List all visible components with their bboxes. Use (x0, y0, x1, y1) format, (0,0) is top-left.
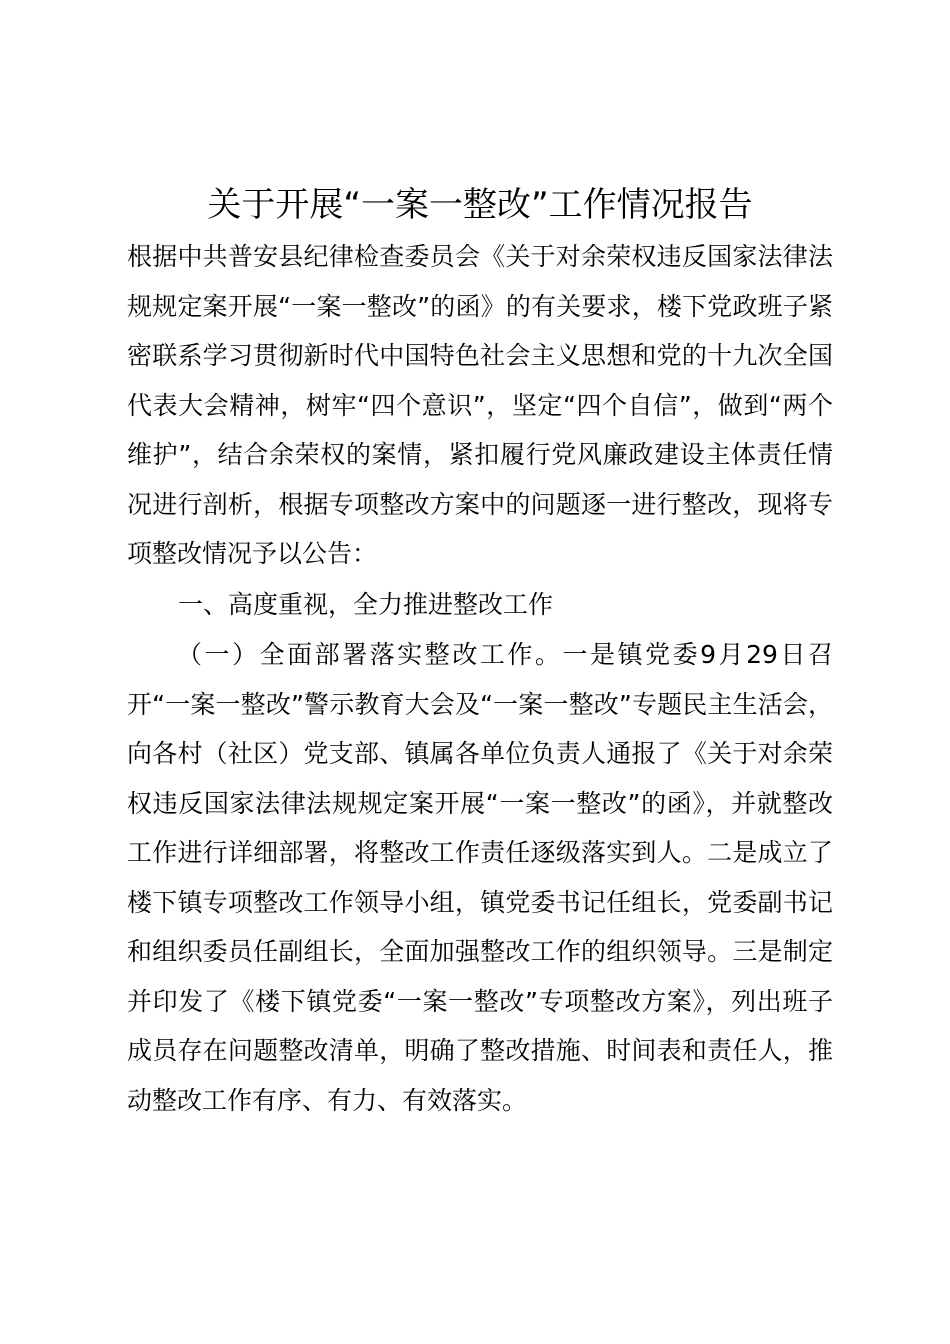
body-paragraph: （一）全面部署落实整改工作。一是镇党委9月29日召开“一案一整改”警示教育大会及“一案一整改”专题民主生活会，向各村（社区）党支部、镇属各单位负责人通报了《关于对余荣权违反国家法律法规规定案开展“一案一整改”的函》，并就整改工作进行详细部署，将整改工作责任逐级落实到人。二是成立了楼下镇专项整改工作领导小组，镇党委书记任组长，党委副书记和组织委员任副组长，全面加强整改工作的组织领导。三是制定并印发了《楼下镇党委“一案一整改”专项整改方案》，列出班子成员存在问题整改清单，明确了整改措施、时间表和责任人，推动整改工作有序、有力、有效落实。 (127, 640, 833, 1115)
section-heading: 一、高度重视，全力推进整改工作 (178, 590, 554, 619)
document-title: 关于开展“一案一整改”工作情况报告 (207, 185, 753, 225)
intro-paragraph: 根据中共普安县纪律检查委员会《关于对余荣权违反国家法律法规规定案开展“一案一整改”的函》的有关要求，楼下党政班子紧密联系学习贯彻新时代中国特色社会主义思想和党的十九次全国代表大会精神，树牢“四个意识”，坚定“四个自信”，做到“两个维护”，结合余荣权的案情，紧扣履行党风廉政建设主体责任情况进行剖析，根据专项整改方案中的问题逐一进行整改，现将专项整改情况予以公告： (127, 242, 833, 568)
